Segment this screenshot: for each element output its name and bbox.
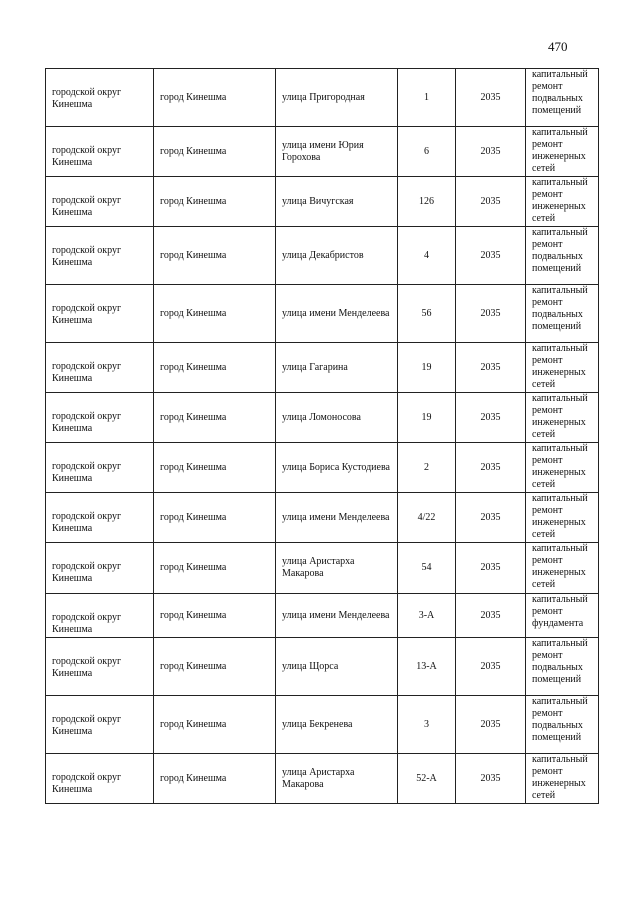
okrug-cell: городской округ Кинешма bbox=[46, 443, 154, 493]
city-cell: город Кинешма bbox=[154, 638, 276, 696]
okrug-cell: городской округ Кинешма bbox=[46, 594, 154, 638]
street-cell: улица имени Менделеева bbox=[276, 594, 398, 638]
table-row bbox=[46, 543, 599, 594]
work-type-cell: капитальный ремонт инженерных сетей bbox=[526, 443, 599, 493]
city-cell: город Кинешма bbox=[154, 393, 276, 443]
city-cell: город Кинешма bbox=[154, 285, 276, 343]
work-type-cell: капитальный ремонт инженерных сетей bbox=[526, 177, 599, 227]
street-cell: улица Щорса bbox=[276, 638, 398, 696]
house-number-cell: 56 bbox=[398, 285, 456, 343]
okrug-cell: городской округ Кинешма bbox=[46, 393, 154, 443]
okrug-cell: городской округ Кинешма bbox=[46, 227, 154, 285]
street-cell: улица Бориса Кустодиева bbox=[276, 443, 398, 493]
city-cell: город Кинешма bbox=[154, 754, 276, 804]
table-row bbox=[46, 69, 599, 127]
table-row bbox=[46, 227, 599, 285]
street-cell: улица Бекренева bbox=[276, 696, 398, 754]
street-cell: улица Гагарина bbox=[276, 343, 398, 393]
okrug-cell: городской округ Кинешма bbox=[46, 127, 154, 177]
table-row bbox=[46, 638, 599, 696]
work-type-cell: капитальный ремонт подвальных помещений bbox=[526, 696, 599, 754]
year-cell: 2035 bbox=[456, 393, 526, 443]
city-cell: город Кинешма bbox=[154, 443, 276, 493]
table-row bbox=[46, 443, 599, 493]
okrug-cell: городской округ Кинешма bbox=[46, 493, 154, 543]
table-row bbox=[46, 343, 599, 393]
okrug-cell: городской округ Кинешма bbox=[46, 177, 154, 227]
year-cell: 2035 bbox=[456, 696, 526, 754]
street-cell: улица Пригородная bbox=[276, 69, 398, 127]
year-cell: 2035 bbox=[456, 594, 526, 638]
street-cell: улица Аристарха Макарова bbox=[276, 754, 398, 804]
table-row bbox=[46, 177, 599, 227]
street-cell: улица имени Юрия Горохова bbox=[276, 127, 398, 177]
okrug-cell: городской округ Кинешма bbox=[46, 543, 154, 594]
street-cell: улица Ломоносова bbox=[276, 393, 398, 443]
house-number-cell: 1 bbox=[398, 69, 456, 127]
okrug-cell: городской округ Кинешма bbox=[46, 285, 154, 343]
okrug-cell: городской округ Кинешма bbox=[46, 754, 154, 804]
work-type-cell: капитальный ремонт инженерных сетей bbox=[526, 343, 599, 393]
okrug-cell: городской округ Кинешма bbox=[46, 343, 154, 393]
work-type-cell: капитальный ремонт инженерных сетей bbox=[526, 754, 599, 804]
house-number-cell: 19 bbox=[398, 393, 456, 443]
house-number-cell: 19 bbox=[398, 343, 456, 393]
house-number-cell: 3-А bbox=[398, 594, 456, 638]
year-cell: 2035 bbox=[456, 227, 526, 285]
table-row bbox=[46, 393, 599, 443]
street-cell: улица имени Менделеева bbox=[276, 285, 398, 343]
city-cell: город Кинешма bbox=[154, 696, 276, 754]
city-cell: город Кинешма bbox=[154, 493, 276, 543]
repair-schedule-table bbox=[45, 68, 599, 804]
street-cell: улица Декабристов bbox=[276, 227, 398, 285]
house-number-cell: 13-А bbox=[398, 638, 456, 696]
year-cell: 2035 bbox=[456, 127, 526, 177]
table-row bbox=[46, 285, 599, 343]
year-cell: 2035 bbox=[456, 285, 526, 343]
work-type-cell: капитальный ремонт подвальных помещений bbox=[526, 227, 599, 285]
okrug-cell: городской округ Кинешма bbox=[46, 696, 154, 754]
house-number-cell: 3 bbox=[398, 696, 456, 754]
city-cell: город Кинешма bbox=[154, 227, 276, 285]
house-number-cell: 126 bbox=[398, 177, 456, 227]
city-cell: город Кинешма bbox=[154, 343, 276, 393]
okrug-cell: городской округ Кинешма bbox=[46, 638, 154, 696]
table-row bbox=[46, 754, 599, 804]
street-cell: улица имени Менделеева bbox=[276, 493, 398, 543]
table-body bbox=[46, 69, 599, 804]
work-type-cell: капитальный ремонт фундамента bbox=[526, 594, 599, 638]
work-type-cell: капитальный ремонт инженерных сетей bbox=[526, 543, 599, 594]
street-cell: улица Аристарха Макарова bbox=[276, 543, 398, 594]
year-cell: 2035 bbox=[456, 69, 526, 127]
work-type-cell: капитальный ремонт подвальных помещений bbox=[526, 638, 599, 696]
city-cell: город Кинешма bbox=[154, 177, 276, 227]
house-number-cell: 52-А bbox=[398, 754, 456, 804]
house-number-cell: 6 bbox=[398, 127, 456, 177]
page-number: 470 bbox=[548, 39, 568, 54]
table-row bbox=[46, 696, 599, 754]
work-type-cell: капитальный ремонт инженерных сетей bbox=[526, 127, 599, 177]
city-cell: город Кинешма bbox=[154, 127, 276, 177]
work-type-cell: капитальный ремонт инженерных сетей bbox=[526, 393, 599, 443]
work-type-cell: капитальный ремонт инженерных сетей bbox=[526, 493, 599, 543]
city-cell: город Кинешма bbox=[154, 543, 276, 594]
house-number-cell: 2 bbox=[398, 443, 456, 493]
year-cell: 2035 bbox=[456, 443, 526, 493]
year-cell: 2035 bbox=[456, 543, 526, 594]
year-cell: 2035 bbox=[456, 754, 526, 804]
house-number-cell: 4/22 bbox=[398, 493, 456, 543]
street-cell: улица Вичугская bbox=[276, 177, 398, 227]
year-cell: 2035 bbox=[456, 177, 526, 227]
house-number-cell: 4 bbox=[398, 227, 456, 285]
table-row bbox=[46, 594, 599, 638]
work-type-cell: капитальный ремонт подвальных помещений bbox=[526, 69, 599, 127]
house-number-cell: 54 bbox=[398, 543, 456, 594]
year-cell: 2035 bbox=[456, 638, 526, 696]
table-row bbox=[46, 493, 599, 543]
city-cell: город Кинешма bbox=[154, 594, 276, 638]
year-cell: 2035 bbox=[456, 343, 526, 393]
table-row bbox=[46, 127, 599, 177]
work-type-cell: капитальный ремонт подвальных помещений bbox=[526, 285, 599, 343]
year-cell: 2035 bbox=[456, 493, 526, 543]
okrug-cell: городской округ Кинешма bbox=[46, 69, 154, 127]
city-cell: город Кинешма bbox=[154, 69, 276, 127]
